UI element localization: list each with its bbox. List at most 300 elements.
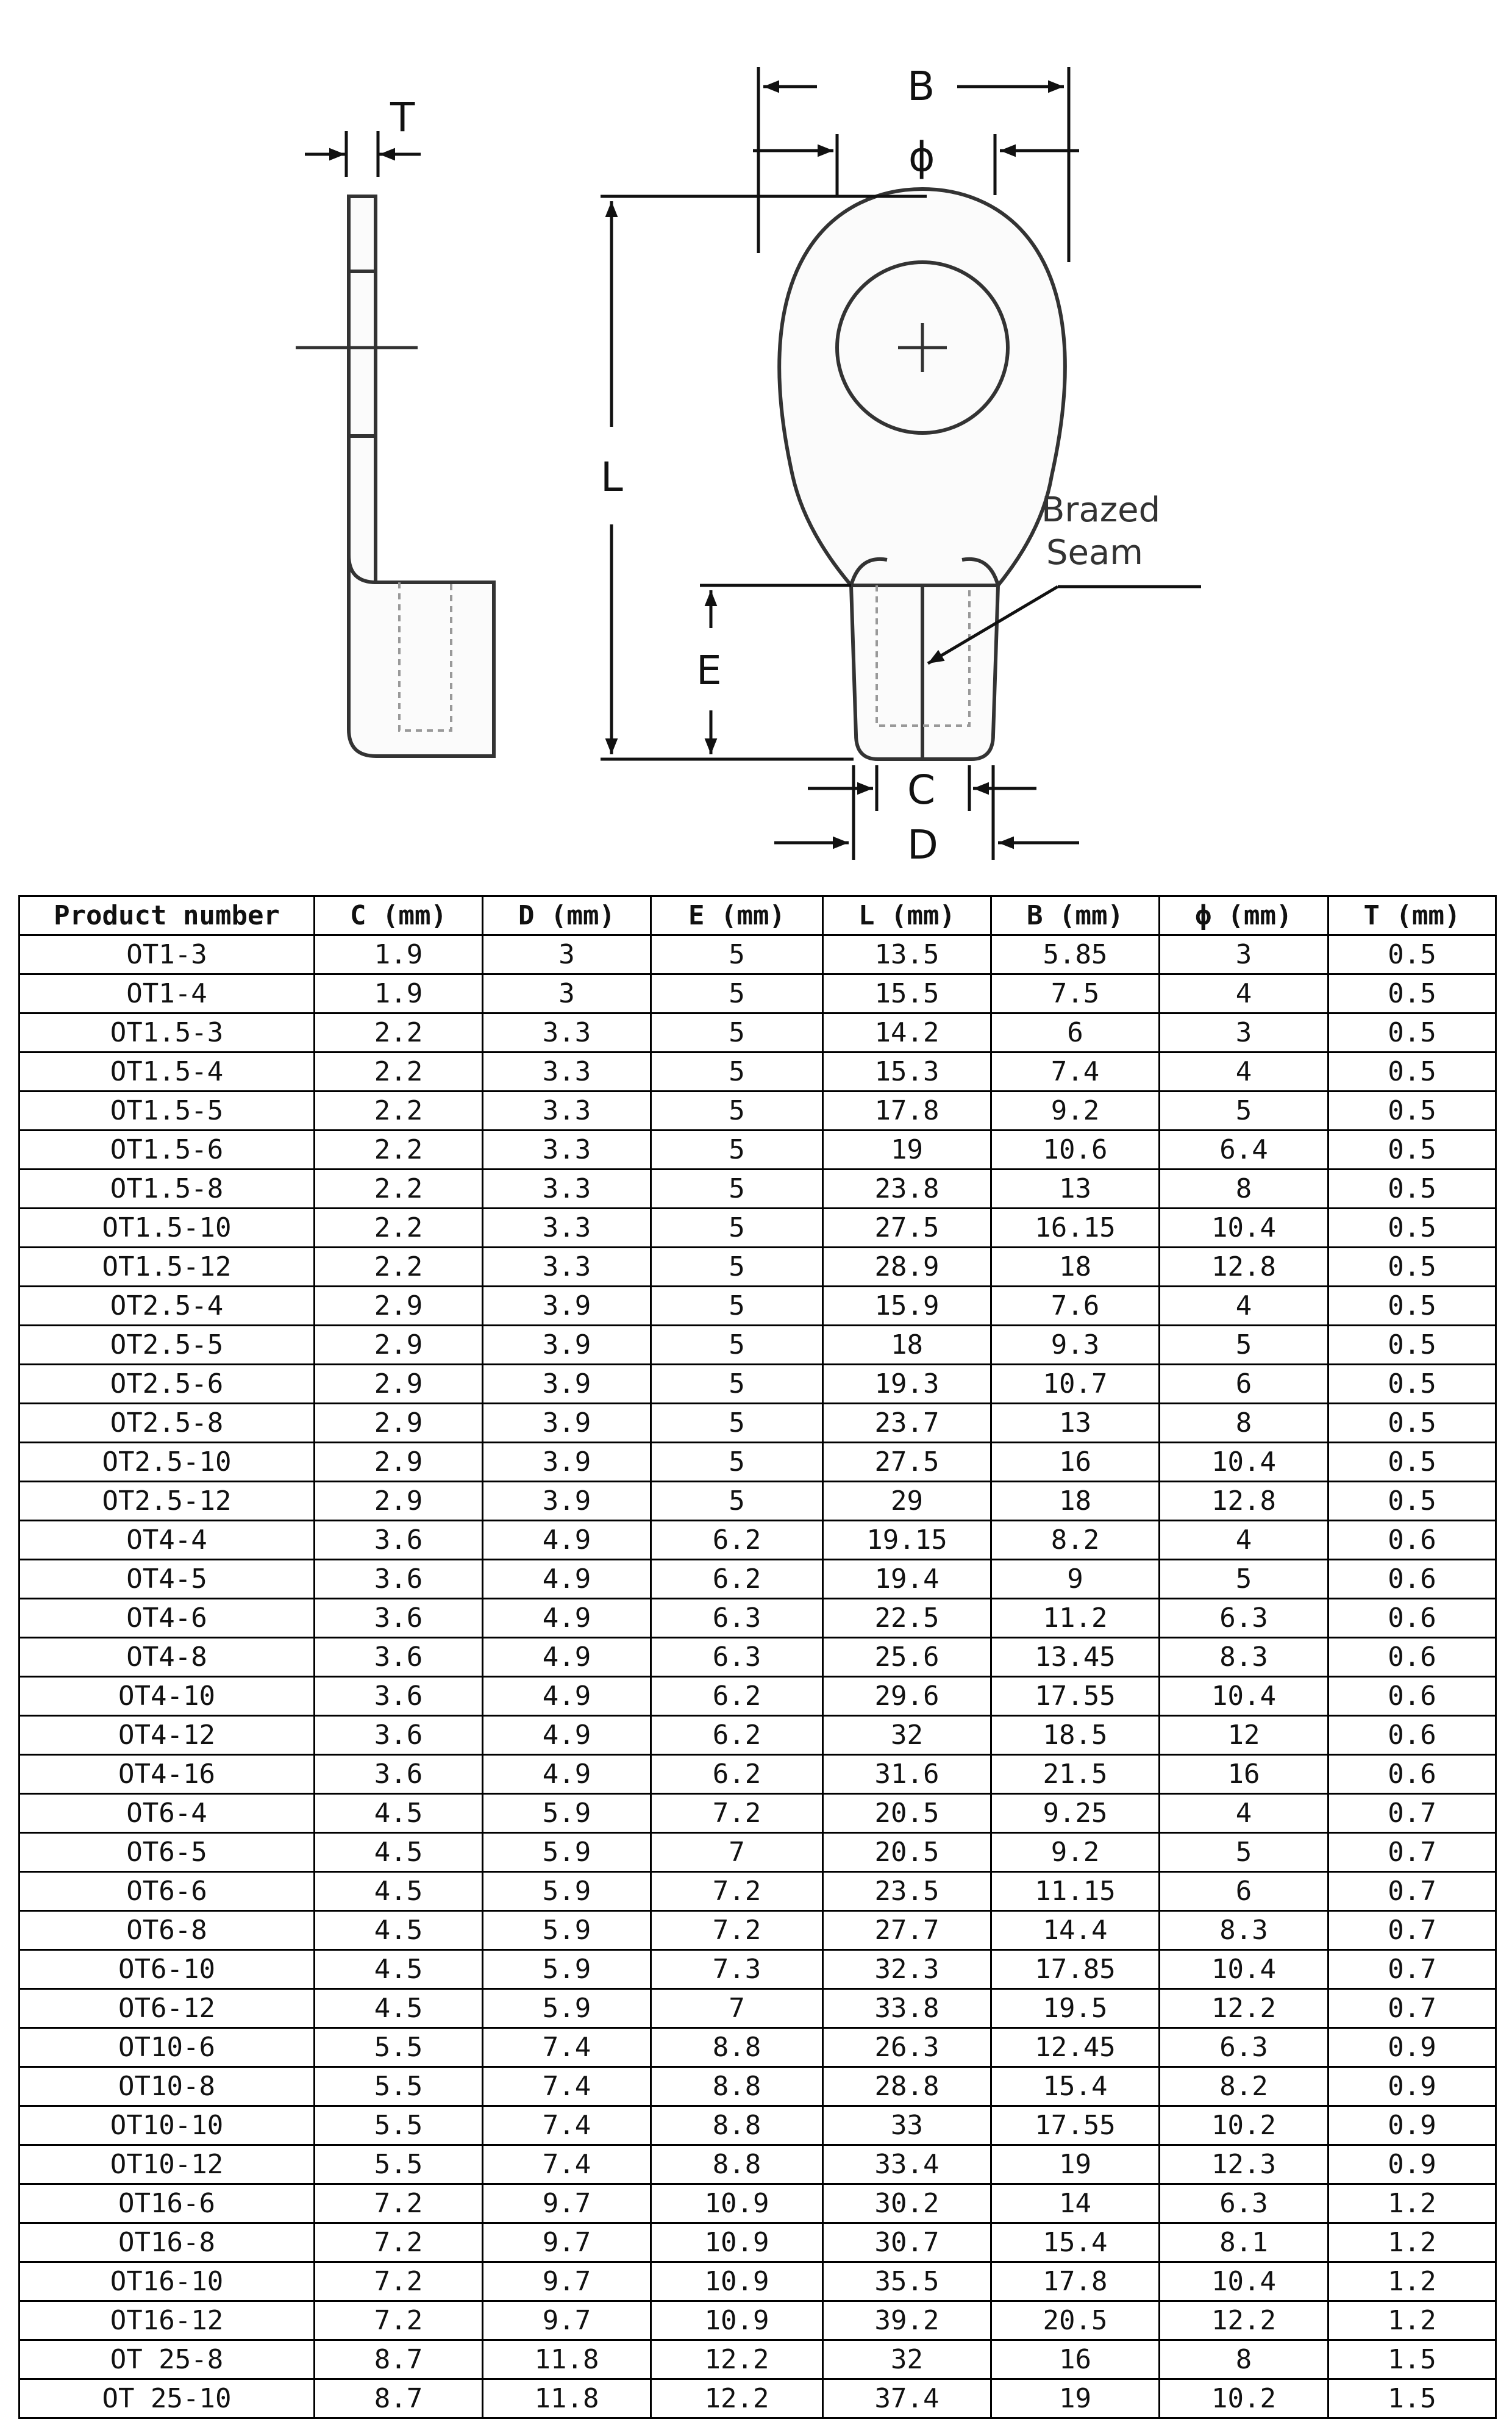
table-row [20, 2379, 1496, 2418]
table-cell: 3.3 [483, 1170, 651, 1209]
table-cell: 3.9 [483, 1287, 651, 1326]
table-cell: 5.9 [483, 1833, 651, 1872]
table-cell: 1.5 [1328, 2379, 1496, 2418]
table-cell: 32 [823, 1716, 991, 1755]
front-view [779, 189, 1065, 759]
product-number-cell: OT2.5-4 [20, 1287, 315, 1326]
table-cell: 10.9 [651, 2301, 823, 2340]
table-cell: 5 [651, 1404, 823, 1443]
table-cell: 2.2 [315, 1052, 483, 1092]
table-cell: 10.9 [651, 2223, 823, 2262]
table-row [20, 2301, 1496, 2340]
table-cell: 5 [651, 1170, 823, 1209]
table-row [20, 1950, 1496, 1989]
table-cell: 0.5 [1328, 1013, 1496, 1052]
table-cell: 0.6 [1328, 1755, 1496, 1794]
product-number-cell: OT6-4 [20, 1794, 315, 1833]
table-cell: 5 [651, 1365, 823, 1404]
table-cell: 10.2 [1160, 2106, 1328, 2145]
table-row [20, 2145, 1496, 2184]
table-cell: 6.3 [1160, 2184, 1328, 2223]
table-row [20, 1287, 1496, 1326]
table-cell: 4.9 [483, 1716, 651, 1755]
table-cell: 3.3 [483, 1248, 651, 1287]
table-cell: 4.5 [315, 1872, 483, 1911]
table-cell: 6.3 [1160, 2028, 1328, 2067]
table-cell: 3.3 [483, 1013, 651, 1052]
table-cell: 2.9 [315, 1482, 483, 1521]
table-cell: 2.2 [315, 1092, 483, 1131]
table-cell: 0.5 [1328, 1131, 1496, 1170]
table-cell: 0.9 [1328, 2145, 1496, 2184]
table-cell: 0.5 [1328, 1092, 1496, 1131]
table-cell: 8.1 [1160, 2223, 1328, 2262]
table-cell: 20.5 [823, 1794, 991, 1833]
table-row [20, 1560, 1496, 1599]
table-cell: 7.4 [991, 1052, 1160, 1092]
table-cell: 10.9 [651, 2262, 823, 2301]
table-cell: 7.2 [315, 2223, 483, 2262]
table-cell: 9.7 [483, 2301, 651, 2340]
table-cell: 5 [651, 1287, 823, 1326]
table-cell: 7 [651, 1833, 823, 1872]
table-cell: 3.6 [315, 1677, 483, 1716]
table-cell: 9.3 [991, 1326, 1160, 1365]
table-cell: 8.8 [651, 2106, 823, 2145]
b-label: B [907, 63, 935, 110]
column-header: E (mm) [651, 896, 823, 935]
table-cell: 12.2 [1160, 1989, 1328, 2028]
table-cell: 3.3 [483, 1209, 651, 1248]
table-cell: 6.3 [651, 1599, 823, 1638]
table-row [20, 1521, 1496, 1560]
table-cell: 22.5 [823, 1599, 991, 1638]
table-cell: 5.9 [483, 1794, 651, 1833]
product-number-cell: OT10-6 [20, 2028, 315, 2067]
table-cell: 5.5 [315, 2145, 483, 2184]
table-cell: 30.7 [823, 2223, 991, 2262]
table-cell: 8.3 [1160, 1638, 1328, 1677]
table-cell: 5 [651, 1131, 823, 1170]
table-cell: 3.6 [315, 1716, 483, 1755]
table-cell: 9.2 [991, 1833, 1160, 1872]
table-cell: 8 [1160, 2340, 1328, 2379]
table-cell: 3.3 [483, 1092, 651, 1131]
table-cell: 2.2 [315, 1131, 483, 1170]
table-cell: 5 [651, 1052, 823, 1092]
table-cell: 18.5 [991, 1716, 1160, 1755]
product-number-cell: OT1.5-10 [20, 1209, 315, 1248]
table-cell: 29.6 [823, 1677, 991, 1716]
table-cell: 0.5 [1328, 1482, 1496, 1521]
product-number-cell: OT4-4 [20, 1521, 315, 1560]
table-cell: 3 [483, 935, 651, 974]
product-number-cell: OT1.5-8 [20, 1170, 315, 1209]
table-row [20, 1872, 1496, 1911]
brazed-label: Brazed [1041, 490, 1161, 530]
table-cell: 0.5 [1328, 1052, 1496, 1092]
table-cell: 32.3 [823, 1950, 991, 1989]
table-cell: 18 [823, 1326, 991, 1365]
table-cell: 14.2 [823, 1013, 991, 1052]
table-cell: 10.7 [991, 1365, 1160, 1404]
e-label: E [696, 647, 722, 694]
table-cell: 26.3 [823, 2028, 991, 2067]
table-row [20, 1989, 1496, 2028]
table-cell: 11.8 [483, 2379, 651, 2418]
table-row [20, 1248, 1496, 1287]
table-row [20, 935, 1496, 974]
table-cell: 0.7 [1328, 1833, 1496, 1872]
table-cell: 5 [651, 1248, 823, 1287]
table-cell: 33.8 [823, 1989, 991, 2028]
table-cell: 7.4 [483, 2145, 651, 2184]
table-cell: 11.8 [483, 2340, 651, 2379]
table-cell: 7.4 [483, 2106, 651, 2145]
table-cell: 29 [823, 1482, 991, 1521]
table-row [20, 1052, 1496, 1092]
table-cell: 12.2 [651, 2340, 823, 2379]
table-cell: 33 [823, 2106, 991, 2145]
table-cell: 12.8 [1160, 1482, 1328, 1521]
product-number-cell: OT1.5-5 [20, 1092, 315, 1131]
table-cell: 5 [651, 1482, 823, 1521]
table-row [20, 1638, 1496, 1677]
table-cell: 5.5 [315, 2106, 483, 2145]
table-row [20, 1482, 1496, 1521]
table-cell: 9.2 [991, 1092, 1160, 1131]
table-cell: 4 [1160, 1052, 1328, 1092]
product-number-cell: OT2.5-8 [20, 1404, 315, 1443]
table-cell: 2.9 [315, 1443, 483, 1482]
table-cell: 6 [1160, 1365, 1328, 1404]
table-cell: 13.45 [991, 1638, 1160, 1677]
table-cell: 4.9 [483, 1755, 651, 1794]
table-cell: 5 [651, 1013, 823, 1052]
table-cell: 0.7 [1328, 1950, 1496, 1989]
table-cell: 3.9 [483, 1443, 651, 1482]
table-cell: 12.45 [991, 2028, 1160, 2067]
table-cell: 7 [651, 1989, 823, 2028]
table-cell: 16 [1160, 1755, 1328, 1794]
table-row [20, 1404, 1496, 1443]
table-header-row [20, 896, 1496, 935]
table-cell: 39.2 [823, 2301, 991, 2340]
table-cell: 3.6 [315, 1560, 483, 1599]
table-cell: 19.4 [823, 1560, 991, 1599]
table-cell: 7.2 [651, 1872, 823, 1911]
table-row [20, 2106, 1496, 2145]
table-cell: 15.9 [823, 1287, 991, 1326]
table-cell: 14 [991, 2184, 1160, 2223]
table-cell: 7.2 [651, 1794, 823, 1833]
table-cell: 0.5 [1328, 1248, 1496, 1287]
table-cell: 8.7 [315, 2379, 483, 2418]
table-cell: 3.3 [483, 1131, 651, 1170]
table-cell: 7.3 [651, 1950, 823, 1989]
table-cell: 31.6 [823, 1755, 991, 1794]
table-cell: 7.6 [991, 1287, 1160, 1326]
table-cell: 19 [823, 1131, 991, 1170]
table-cell: 4.5 [315, 1794, 483, 1833]
table-cell: 2.9 [315, 1326, 483, 1365]
column-header: T (mm) [1328, 896, 1496, 935]
table-cell: 4 [1160, 1287, 1328, 1326]
table-cell: 27.7 [823, 1911, 991, 1950]
table-cell: 6.2 [651, 1521, 823, 1560]
table-cell: 1.5 [1328, 2340, 1496, 2379]
column-header: C (mm) [315, 896, 483, 935]
product-number-cell: OT2.5-5 [20, 1326, 315, 1365]
table-cell: 9.7 [483, 2184, 651, 2223]
table-cell: 0.5 [1328, 1404, 1496, 1443]
table-cell: 10.9 [651, 2184, 823, 2223]
table-cell: 16 [991, 1443, 1160, 1482]
product-number-cell: OT10-8 [20, 2067, 315, 2106]
table-cell: 8.8 [651, 2028, 823, 2067]
table-row [20, 1677, 1496, 1716]
product-number-cell: OT6-10 [20, 1950, 315, 1989]
table-cell: 32 [823, 2340, 991, 2379]
table-cell: 20.5 [991, 2301, 1160, 2340]
product-number-cell: OT16-12 [20, 2301, 315, 2340]
table-cell: 8.8 [651, 2067, 823, 2106]
table-cell: 10.4 [1160, 1443, 1328, 1482]
table-cell: 23.8 [823, 1170, 991, 1209]
table-cell: 15.4 [991, 2067, 1160, 2106]
table-cell: 9.7 [483, 2262, 651, 2301]
column-header: B (mm) [991, 896, 1160, 935]
e-dimension [700, 585, 851, 754]
table-cell: 8 [1160, 1170, 1328, 1209]
table-cell: 23.7 [823, 1404, 991, 1443]
table-cell: 0.5 [1328, 1365, 1496, 1404]
d-label: D [907, 821, 938, 868]
table-cell: 2.2 [315, 1209, 483, 1248]
table-cell: 5 [651, 1443, 823, 1482]
table-cell: 0.5 [1328, 974, 1496, 1013]
table-row [20, 2262, 1496, 2301]
table-cell: 30.2 [823, 2184, 991, 2223]
table-cell: 35.5 [823, 2262, 991, 2301]
product-number-cell: OT 25-10 [20, 2379, 315, 2418]
table-cell: 2.2 [315, 1248, 483, 1287]
column-header: Product number [20, 896, 315, 935]
product-number-cell: OT4-16 [20, 1755, 315, 1794]
table-cell: 5.9 [483, 1950, 651, 1989]
table-cell: 15.5 [823, 974, 991, 1013]
table-row [20, 2067, 1496, 2106]
table-cell: 7.5 [991, 974, 1160, 1013]
table-row [20, 1911, 1496, 1950]
t-label: T [390, 94, 415, 141]
table-cell: 12 [1160, 1716, 1328, 1755]
table-cell: 19 [991, 2379, 1160, 2418]
table-cell: 5.5 [315, 2028, 483, 2067]
seam-label: Seam [1046, 533, 1143, 573]
table-row [20, 1833, 1496, 1872]
table-cell: 5 [1160, 1092, 1328, 1131]
table-cell: 4.9 [483, 1677, 651, 1716]
product-number-cell: OT10-12 [20, 2145, 315, 2184]
table-cell: 6.2 [651, 1716, 823, 1755]
product-number-cell: OT6-8 [20, 1911, 315, 1950]
table-cell: 19.3 [823, 1365, 991, 1404]
product-number-cell: OT4-8 [20, 1638, 315, 1677]
table-cell: 0.7 [1328, 1989, 1496, 2028]
table-cell: 3 [483, 974, 651, 1013]
table-cell: 0.5 [1328, 1443, 1496, 1482]
table-cell: 20.5 [823, 1833, 991, 1872]
spec-table [18, 895, 1497, 2419]
table-cell: 1.2 [1328, 2184, 1496, 2223]
table-row [20, 2340, 1496, 2379]
table-cell: 4 [1160, 974, 1328, 1013]
table-cell: 7.4 [483, 2067, 651, 2106]
spec-table-container [18, 895, 1495, 2419]
table-cell: 9.7 [483, 2223, 651, 2262]
table-row [20, 2184, 1496, 2223]
table-cell: 5.9 [483, 1989, 651, 2028]
table-cell: 33.4 [823, 2145, 991, 2184]
product-number-cell: OT10-10 [20, 2106, 315, 2145]
product-number-cell: OT16-8 [20, 2223, 315, 2262]
table-cell: 6.3 [651, 1638, 823, 1677]
table-cell: 6 [1160, 1872, 1328, 1911]
product-number-cell: OT6-5 [20, 1833, 315, 1872]
table-row [20, 1443, 1496, 1482]
table-cell: 12.8 [1160, 1248, 1328, 1287]
table-cell: 2.2 [315, 1170, 483, 1209]
table-cell: 1.2 [1328, 2223, 1496, 2262]
table-cell: 12.3 [1160, 2145, 1328, 2184]
table-cell: 19 [991, 2145, 1160, 2184]
table-cell: 7.4 [483, 2028, 651, 2067]
table-cell: 18 [991, 1482, 1160, 1521]
table-cell: 4 [1160, 1521, 1328, 1560]
column-header: D (mm) [483, 896, 651, 935]
table-cell: 10.4 [1160, 2262, 1328, 2301]
table-cell: 14.4 [991, 1911, 1160, 1950]
table-cell: 19.15 [823, 1521, 991, 1560]
table-cell: 3.9 [483, 1326, 651, 1365]
table-cell: 0.6 [1328, 1638, 1496, 1677]
table-cell: 3 [1160, 1013, 1328, 1052]
table-cell: 8.2 [1160, 2067, 1328, 2106]
table-cell: 11.15 [991, 1872, 1160, 1911]
table-cell: 19.5 [991, 1989, 1160, 2028]
product-number-cell: OT1.5-6 [20, 1131, 315, 1170]
table-cell: 15.4 [991, 2223, 1160, 2262]
table-row [20, 2028, 1496, 2067]
table-cell: 6.4 [1160, 1131, 1328, 1170]
table-cell: 10.6 [991, 1131, 1160, 1170]
table-cell: 9.25 [991, 1794, 1160, 1833]
table-cell: 18 [991, 1248, 1160, 1287]
table-cell: 3.9 [483, 1482, 651, 1521]
table-cell: 1.2 [1328, 2301, 1496, 2340]
phi-label: ϕ [908, 134, 935, 180]
product-number-cell: OT1.5-4 [20, 1052, 315, 1092]
product-number-cell: OT16-10 [20, 2262, 315, 2301]
table-cell: 6.2 [651, 1755, 823, 1794]
table-cell: 6.3 [1160, 1599, 1328, 1638]
table-cell: 0.7 [1328, 1794, 1496, 1833]
table-cell: 0.6 [1328, 1560, 1496, 1599]
table-cell: 17.85 [991, 1950, 1160, 1989]
table-cell: 0.6 [1328, 1599, 1496, 1638]
product-number-cell: OT1-3 [20, 935, 315, 974]
table-cell: 23.5 [823, 1872, 991, 1911]
column-header: L (mm) [823, 896, 991, 935]
product-number-cell: OT4-10 [20, 1677, 315, 1716]
product-number-cell: OT1-4 [20, 974, 315, 1013]
table-cell: 5 [651, 1209, 823, 1248]
table-cell: 7.2 [651, 1911, 823, 1950]
table-cell: 37.4 [823, 2379, 991, 2418]
table-cell: 8.3 [1160, 1911, 1328, 1950]
table-cell: 5 [1160, 1326, 1328, 1365]
table-cell: 8.2 [991, 1521, 1160, 1560]
table-cell: 0.7 [1328, 1872, 1496, 1911]
table-cell: 5 [651, 1092, 823, 1131]
table-cell: 4 [1160, 1794, 1328, 1833]
table-cell: 2.9 [315, 1404, 483, 1443]
table-cell: 5 [651, 1326, 823, 1365]
table-cell: 1.9 [315, 974, 483, 1013]
table-cell: 13 [991, 1404, 1160, 1443]
table-cell: 0.6 [1328, 1521, 1496, 1560]
product-number-cell: OT4-12 [20, 1716, 315, 1755]
table-cell: 28.9 [823, 1248, 991, 1287]
table-row [20, 1131, 1496, 1170]
table-cell: 28.8 [823, 2067, 991, 2106]
table-cell: 12.2 [651, 2379, 823, 2418]
table-row [20, 1170, 1496, 1209]
column-header: ϕ (mm) [1160, 896, 1328, 935]
table-cell: 6.2 [651, 1677, 823, 1716]
table-cell: 25.6 [823, 1638, 991, 1677]
table-row [20, 1716, 1496, 1755]
table-row [20, 1755, 1496, 1794]
table-cell: 2.9 [315, 1365, 483, 1404]
table-cell: 16 [991, 2340, 1160, 2379]
table-cell: 2.2 [315, 1013, 483, 1052]
table-cell: 7.2 [315, 2262, 483, 2301]
product-number-cell: OT4-6 [20, 1599, 315, 1638]
table-cell: 10.4 [1160, 1677, 1328, 1716]
table-cell: 15.3 [823, 1052, 991, 1092]
table-row [20, 2223, 1496, 2262]
table-cell: 13 [991, 1170, 1160, 1209]
table-cell: 11.2 [991, 1599, 1160, 1638]
table-row [20, 1013, 1496, 1052]
table-cell: 27.5 [823, 1209, 991, 1248]
table-cell: 3.6 [315, 1599, 483, 1638]
l-label: L [601, 454, 623, 501]
product-number-cell: OT1.5-12 [20, 1248, 315, 1287]
table-cell: 4.9 [483, 1560, 651, 1599]
table-cell: 5 [651, 974, 823, 1013]
side-view [296, 196, 494, 756]
product-number-cell: OT 25-8 [20, 2340, 315, 2379]
table-cell: 13.5 [823, 935, 991, 974]
product-number-cell: OT1.5-3 [20, 1013, 315, 1052]
table-cell: 8.7 [315, 2340, 483, 2379]
table-cell: 8 [1160, 1404, 1328, 1443]
table-cell: 1.9 [315, 935, 483, 974]
table-cell: 27.5 [823, 1443, 991, 1482]
